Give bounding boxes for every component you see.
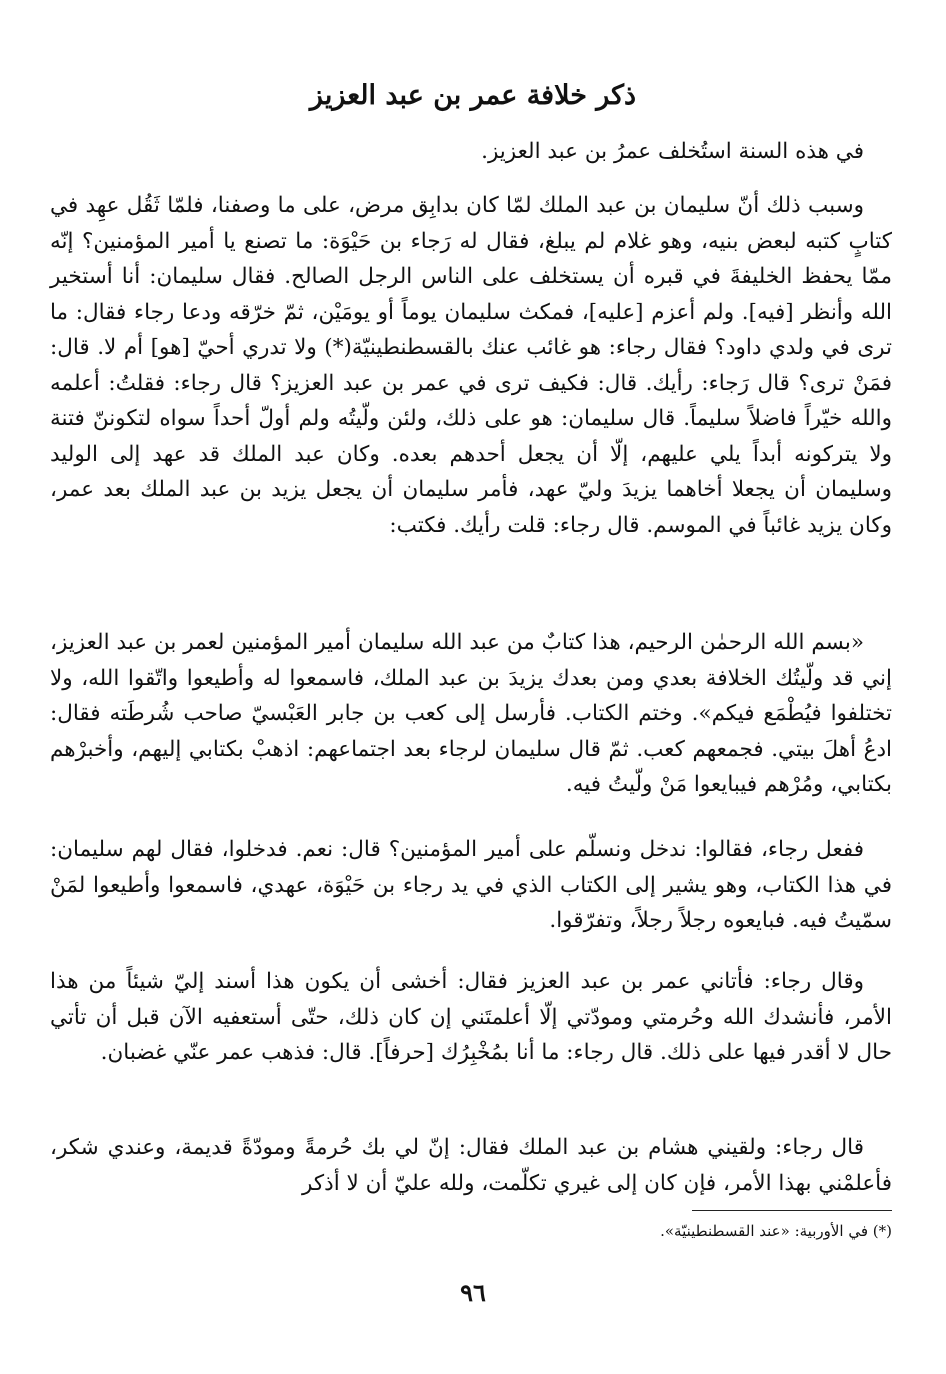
chapter-title: ذكر خلافة عمر بن عبد العزيز xyxy=(309,80,637,111)
body-paragraph-2: «بسم الله الرحمٰن الرحيم، هذا كتابٌ من عبد الله سليمان أمير المؤمنين لعمر بن عبد العزيز، إني قد ولّيتُك الخلافة بعدي ومن بعدك يزيدَ بن عبد الملك، فاسمعوا له وأطيعوا واتّقوا الله، ولا تختلفوا فيُطْمَع فيكم». وختم الكتاب. فأرسل إلى كعب بن جابر العَبْسيّ صاحب شُرطَته فقال: ادعُ أهلَ بيتي. فجمعهم كعب. ثمّ قال سليمان لرجاء بعد اجتماعهم: اذهبْ بكتابي إليهم، وأخبرْهم بكتابي، ومُرْهم فيبايعوا مَنْ ولّيتُ فيه. xyxy=(50,630,892,797)
body-paragraph-1: وسبب ذلك أنّ سليمان بن عبد الملك لمّا كان بدابِق مرض، على ما وصفنا، فلمّا ثَقُل عهِد في كتابٍ كتبه لبعض بنيه، وهو غلام لم يبلغ، فقال له رَجاء بن حَيْوَة: ما تصنع يا أمير المؤمنين؟ إنّه ممّا يحفظ الخليفةَ في قبره أن يستخلف على الناس الرجل الصالح. فقال سليمان: أنا أستخير الله وأنظر [فيه]. ولم أعزم [عليه]، فمكث سليمان يوماً أو يومَيْن، ثمّ خرّقه ودعا رجاء فقال: ما ترى في ولدي داود؟ فقال رجاء: هو غائب عنك بالقسطنطينيّة(*) ولا تدري أحيّ [هو] أم لا. قال: فمَنْ ترى؟ قال رَجاء: رأيك. قال: فكيف ترى في عمر بن عبد العزيز؟ قال رجاء: فقلتُ: أعلمه والله خيّراً فاضلاً سليماً. قال سليمان: هو على ذلك، ولئن ولّيتُه ولم أولّ أحداً سواه لتكوننّ فتنة ولا يتركونه أبداً يلي عليهم، إلّا أن يجعل أحدهم بعده. وكان عبد الملك قد عهد إلى الوليد وسليمان أن يجعلا أخاهما يزيدَ وليّ عهد، فأمر سليمان أن يجعل يزيد بن عبد الملك بعد عمر، وكان يزيد غائباً في الموسم. قال رجاء: قلت رأيك. فكتب: xyxy=(50,193,892,538)
body-paragraph-5: قال رجاء: ولقيني هشام بن عبد الملك فقال: إنّ لي بك حُرمةً ومودّةً قديمة، وعندي شكر، فأعلمْني بهذا الأمر، فإن كان إلى غيري تكلّمت، ولله عليّ أن لا أذكر xyxy=(50,1135,892,1196)
body-paragraph-3: ففعل رجاء، فقالوا: ندخل ونسلّم على أمير المؤمنين؟ قال: نعم. فدخلوا، فقال لهم سليمان: في هذا الكتاب، وهو يشير إلى الكتاب الذي في يد رجاء بن حَيْوَة، عهدي، فاسمعوا وأطيعوا لمَنْ سمّيتُ فيه. فبايعوه رجلاً رجلاً، وتفرّقوا. xyxy=(50,837,892,933)
body-paragraph-4: وقال رجاء: فأتاني عمر بن عبد العزيز فقال: أخشى أن يكون هذا أسند إليّ شيئاً من هذا الأمر، فأنشدك الله وحُرمتي ومودّتي إلّا أعلمتَني إن كان ذلك، حتّى أستعفيه الآن قبل أن تأتي حال لا أقدر فيها على ذلك. قال رجاء: ما أنا بمُخْبِرُك [حرفاً]. قال: فذهب عمر عنّي غضبان. xyxy=(50,969,892,1065)
intro-paragraph: في هذه السنة استُخلف عمرُ بن عبد العزيز. xyxy=(481,139,864,164)
footnote-divider xyxy=(692,1210,892,1211)
footnote: (*) في الأوربية: «عند القسطنطينيّة». xyxy=(660,1222,892,1240)
page-number: ٩٦ xyxy=(460,1278,486,1307)
